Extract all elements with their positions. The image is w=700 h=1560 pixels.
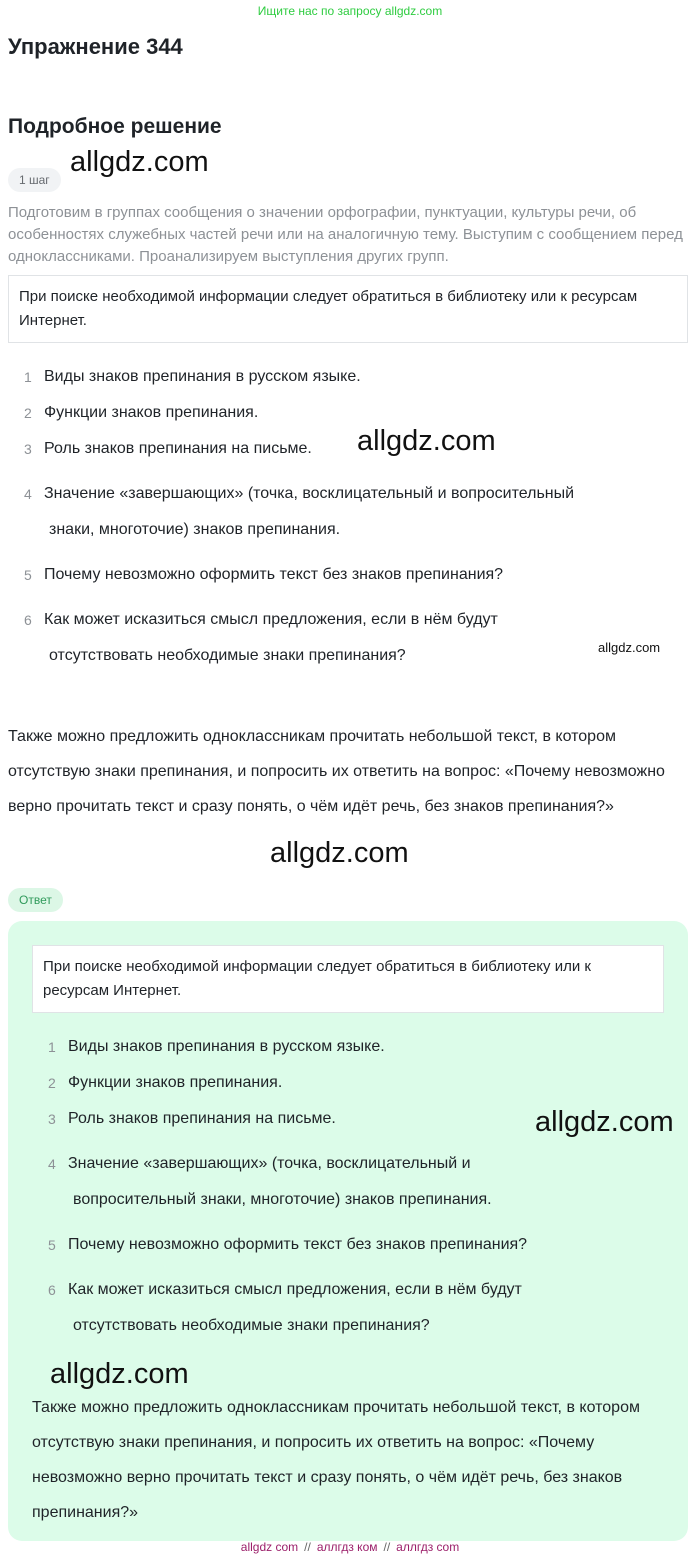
top-banner: Ищите нас по запросу allgdz.com [257,4,443,18]
list-number: 6 [24,612,32,628]
list-item [48,1146,608,1218]
footer-separator: // [383,1540,391,1554]
list-number: 2 [24,405,32,421]
list-item [24,359,684,395]
list-number: 4 [48,1156,56,1172]
answer-topics-list [48,1029,608,1344]
list-number: 2 [48,1075,56,1091]
topics-list [24,359,684,674]
list-text: Функции знаков препинания. [44,404,259,421]
footer-link[interactable]: аллгдз com [396,1540,460,1554]
list-text: Почему невозможно оформить текст без знаков препинания? [44,566,504,583]
watermark: allgdz.com [270,837,409,869]
list-text-cont: знаки, многоточие) знаков препинания. [49,521,341,538]
list-text: Роль знаков препинания на письме. [44,440,312,457]
list-number: 6 [48,1282,56,1298]
list-number: 3 [48,1111,56,1127]
list-item [48,1272,608,1344]
footer-separator: // [304,1540,311,1554]
list-text: Виды знаков препинания в русском языке. [68,1038,385,1055]
watermark: allgdz.com [598,640,661,655]
footer-link[interactable]: аллгдз ком [316,1540,378,1554]
watermark: allgdz.com [70,146,209,178]
watermark: allgdz.com [535,1106,674,1138]
list-text: Функции знаков препинания. [68,1074,283,1091]
list-item [48,1101,608,1137]
list-text-cont: отсутствовать необходимые знаки препинания? [73,1317,430,1334]
list-number: 3 [24,441,32,457]
list-item [24,476,684,548]
intro-text: Подготовим в группах сообщения о значении орфографии, пунктуации, культуры речи, об особенностях служебных частей речи или на аналогичную тему. Выступим с сообщением перед одноклассниками. Проанализируем выступления других групп. [8,204,683,265]
footer [0,1540,700,1554]
list-text: Значение «завершающих» (точка, восклицательный и вопросительный [44,485,575,502]
list-text: Виды знаков препинания в русском языке. [44,368,361,385]
list-number: 1 [24,369,32,385]
list-item [24,557,684,593]
list-number: 1 [48,1039,56,1055]
page-title: Упражнение 344 [8,34,183,59]
list-item [24,431,684,467]
answer-info-note: При поиске необходимой информации следует обратиться в библиотеку или к ресурсам Интернет. [32,945,664,1013]
list-item [48,1029,608,1065]
list-number: 5 [24,567,32,583]
step-badge: 1 шаг [8,168,61,192]
list-number: 5 [48,1237,56,1253]
info-note: При поиске необходимой информации следует обратиться в библиотеку или к ресурсам Интернет. [8,275,688,343]
list-text: Значение «завершающих» (точка, восклицательный и [68,1155,471,1172]
list-item [24,602,684,674]
answer-badge: Ответ [8,888,63,912]
list-number: 4 [24,486,32,502]
list-item [24,395,684,431]
list-text: Роль знаков препинания на письме. [68,1110,336,1127]
section-title: Подробное решение [8,115,222,138]
watermark: allgdz.com [50,1358,189,1390]
footer-link[interactable]: allgdz com [240,1540,299,1554]
answer-suggestion-paragraph: Также можно предложить одноклассникам прочитать небольшой текст, в котором отсутствую знаки препинания, и попросить их ответить на вопрос: «Почему невозможно верно прочитать текст и сразу понять, о чём идёт речь, без знаков препинания?» [32,1399,640,1521]
watermark: allgdz.com [357,425,496,457]
list-text-cont: вопросительный знаки, многоточие) знаков препинания. [73,1191,492,1208]
list-item [48,1065,608,1101]
list-text: Как может исказиться смысл предложения, если в нём будут [68,1281,522,1298]
suggestion-paragraph: Также можно предложить одноклассникам прочитать небольшой текст, в котором отсутствую знаки препинания, и попросить их ответить на вопрос: «Почему невозможно верно прочитать текст и сразу понять, о чём идёт речь, без знаков препинания?» [8,728,665,815]
list-text: Как может исказиться смысл предложения, если в нём будут [44,611,498,628]
list-text: Почему невозможно оформить текст без знаков препинания? [68,1236,528,1253]
list-item [48,1227,608,1263]
list-text-cont: отсутствовать необходимые знаки препинания? [49,647,406,664]
